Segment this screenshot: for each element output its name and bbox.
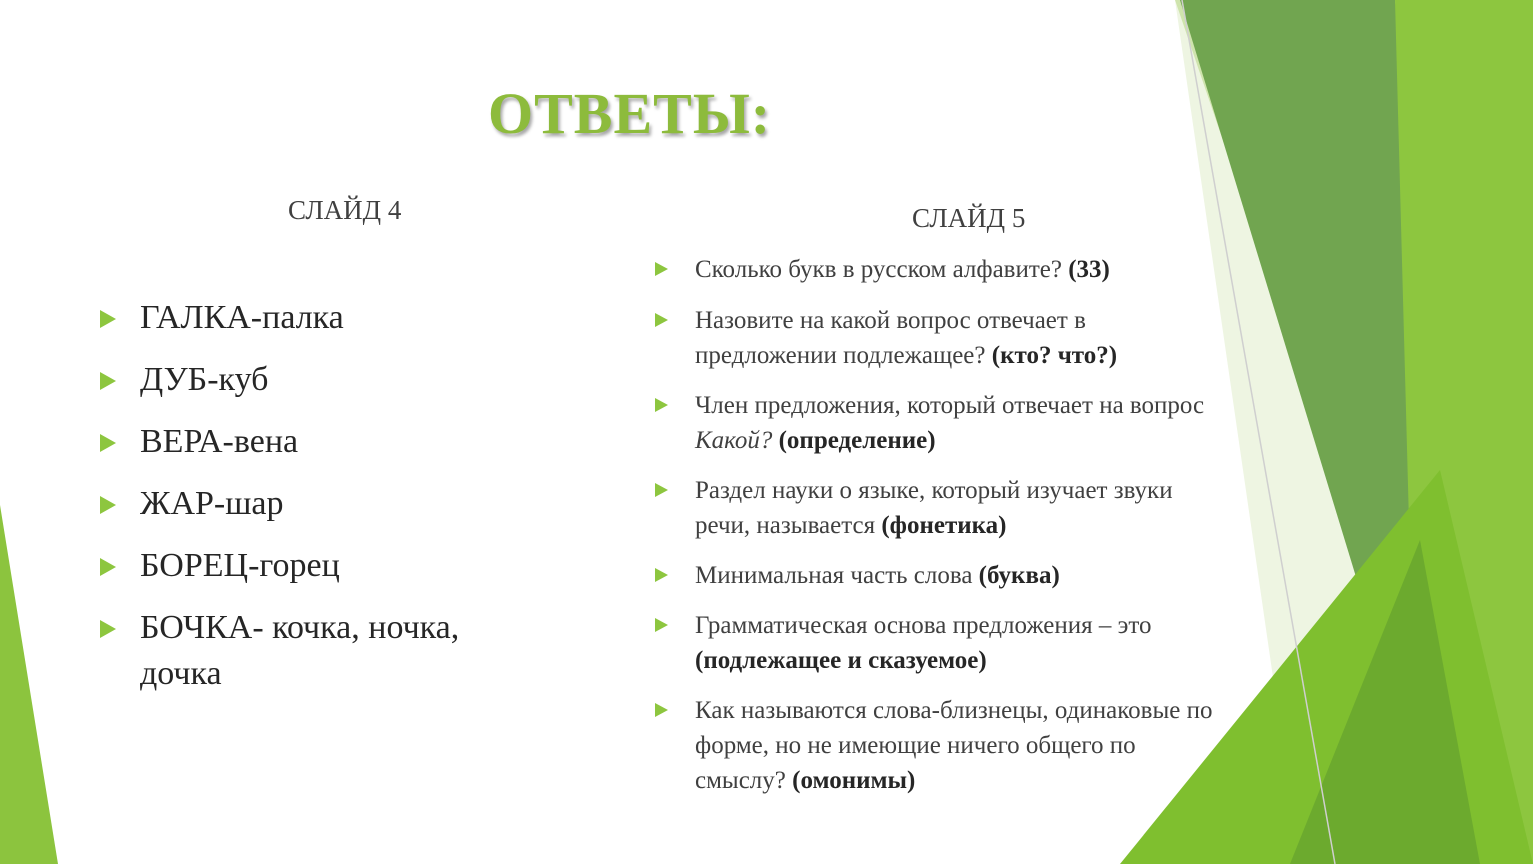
left-item-4: ЖАР-шар bbox=[140, 485, 284, 522]
bullet-arrow-icon bbox=[100, 372, 116, 390]
right-item-3 bbox=[695, 388, 1305, 458]
question-line1: Член предложения, который отвечает на вопрос bbox=[695, 392, 1205, 419]
bullet-arrow-icon bbox=[655, 703, 668, 717]
bullet-arrow-icon bbox=[100, 620, 116, 638]
left-green-strip bbox=[0, 505, 58, 864]
question-line2: предложении подлежащее? bbox=[695, 342, 992, 369]
question-line1: Раздел науки о языке, который изучает звуки bbox=[695, 477, 1173, 504]
answer-text: (кто? что?) bbox=[991, 342, 1118, 369]
bullet-arrow-icon bbox=[655, 398, 668, 412]
answer-text: (фонетика) bbox=[881, 512, 1007, 539]
left-item-6 bbox=[140, 605, 459, 697]
bullet-arrow-icon bbox=[100, 310, 116, 328]
question-line3: смыслу? bbox=[695, 767, 793, 794]
left-item-5: БОРЕЦ-горец bbox=[140, 547, 340, 584]
right-item-7 bbox=[695, 693, 1305, 798]
left-item-1: ГАЛКА-палка bbox=[140, 299, 344, 336]
question-text: Сколько букв в русском алфавите? bbox=[695, 256, 1069, 283]
question-line1: Грамматическая основа предложения – это bbox=[695, 612, 1152, 639]
question-line2: форме, но не имеющие ничего общего по bbox=[695, 732, 1136, 759]
right-item-1 bbox=[695, 252, 1305, 287]
answer-text: (омонимы) bbox=[792, 767, 916, 794]
bullet-arrow-icon bbox=[655, 313, 668, 327]
right-column-heading: СЛАЙД 5 bbox=[912, 203, 1026, 233]
right-item-4 bbox=[695, 473, 1305, 543]
right-item-2 bbox=[695, 303, 1305, 373]
bullet-arrow-icon bbox=[655, 483, 668, 497]
question-line2-italic: Какой? bbox=[695, 427, 773, 454]
bullet-arrow-icon bbox=[100, 496, 116, 514]
question-text: Минимальная часть слова bbox=[695, 562, 979, 589]
answer-text: (33) bbox=[1068, 256, 1110, 283]
left-column-heading: СЛАЙД 4 bbox=[288, 195, 402, 225]
left-item-2: ДУБ-куб bbox=[140, 361, 269, 398]
answer-text: (подлежащее и сказуемое) bbox=[695, 647, 987, 674]
bullet-arrow-icon bbox=[655, 618, 668, 632]
bullet-arrow-icon bbox=[100, 558, 116, 576]
left-item-3: ВЕРА-вена bbox=[140, 423, 299, 460]
right-item-5 bbox=[695, 558, 1305, 593]
answer-text: (буква) bbox=[978, 562, 1060, 589]
bullet-arrow-icon bbox=[655, 568, 668, 582]
question-line1: Назовите на какой вопрос отвечает в bbox=[695, 307, 1086, 334]
bullet-arrow-icon bbox=[100, 434, 116, 452]
answer-text: (определение) bbox=[772, 427, 936, 454]
bullet-arrow-icon bbox=[655, 262, 668, 276]
question-line2: речи, называется bbox=[695, 512, 882, 539]
right-item-6 bbox=[695, 608, 1305, 678]
left-item-6-line1: БОЧКА- кочка, ночка, bbox=[140, 609, 460, 646]
slide-title: ОТВЕТЫ: bbox=[488, 81, 772, 146]
left-item-6-line2: дочка bbox=[140, 655, 222, 692]
question-line1: Как называются слова-близнецы, одинаковые по bbox=[695, 697, 1213, 724]
